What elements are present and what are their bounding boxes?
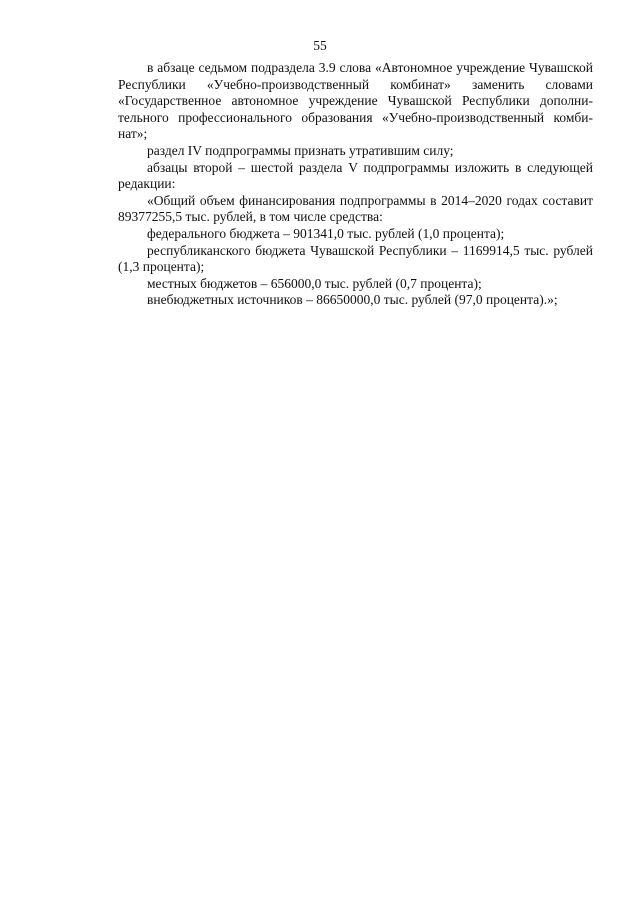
paragraph-extrabudgetary-sources: внебюджетных источников – 86650000,0 тыс. рублей (97,0 процента).»; <box>147 292 558 308</box>
paragraph-section-v-restatement: абзацы второй – шестой раздела V подпрограммы изложить в следующей редакции: <box>118 159 593 192</box>
page-number: 55 <box>313 38 327 53</box>
paragraph-local-budgets: местных бюджетов – 656000,0 тыс. рублей (0,7 процента); <box>147 275 482 291</box>
paragraph-amendment-subsection-3-9: в абзаце седьмом подраздела 3.9 слова «Автономное учреждение Чувашской Республики «Учебно-производственный комбинат» заменить словами «Государственное автономное учреждение Чувашской Республики дополнительного профессионального образования «Учебно-производственный комбинат»; <box>118 60 593 142</box>
paragraph-federal-budget: федерального бюджета – 901341,0 тыс. рублей (1,0 процента); <box>147 225 505 241</box>
paragraph-total-funding: «Общий объем финансирования подпрограммы в 2014–2020 годах составит 89377255,5 тыс. рублей, в том числе средства: <box>118 192 593 225</box>
document-body <box>118 60 593 309</box>
paragraph-republican-budget: республиканского бюджета Чувашской Республики – 1169914,5 тыс. рублей (1,3 процента); <box>118 242 593 275</box>
paragraph-section-iv-repeal: раздел IV подпрограммы признать утратившим силу; <box>147 142 454 158</box>
